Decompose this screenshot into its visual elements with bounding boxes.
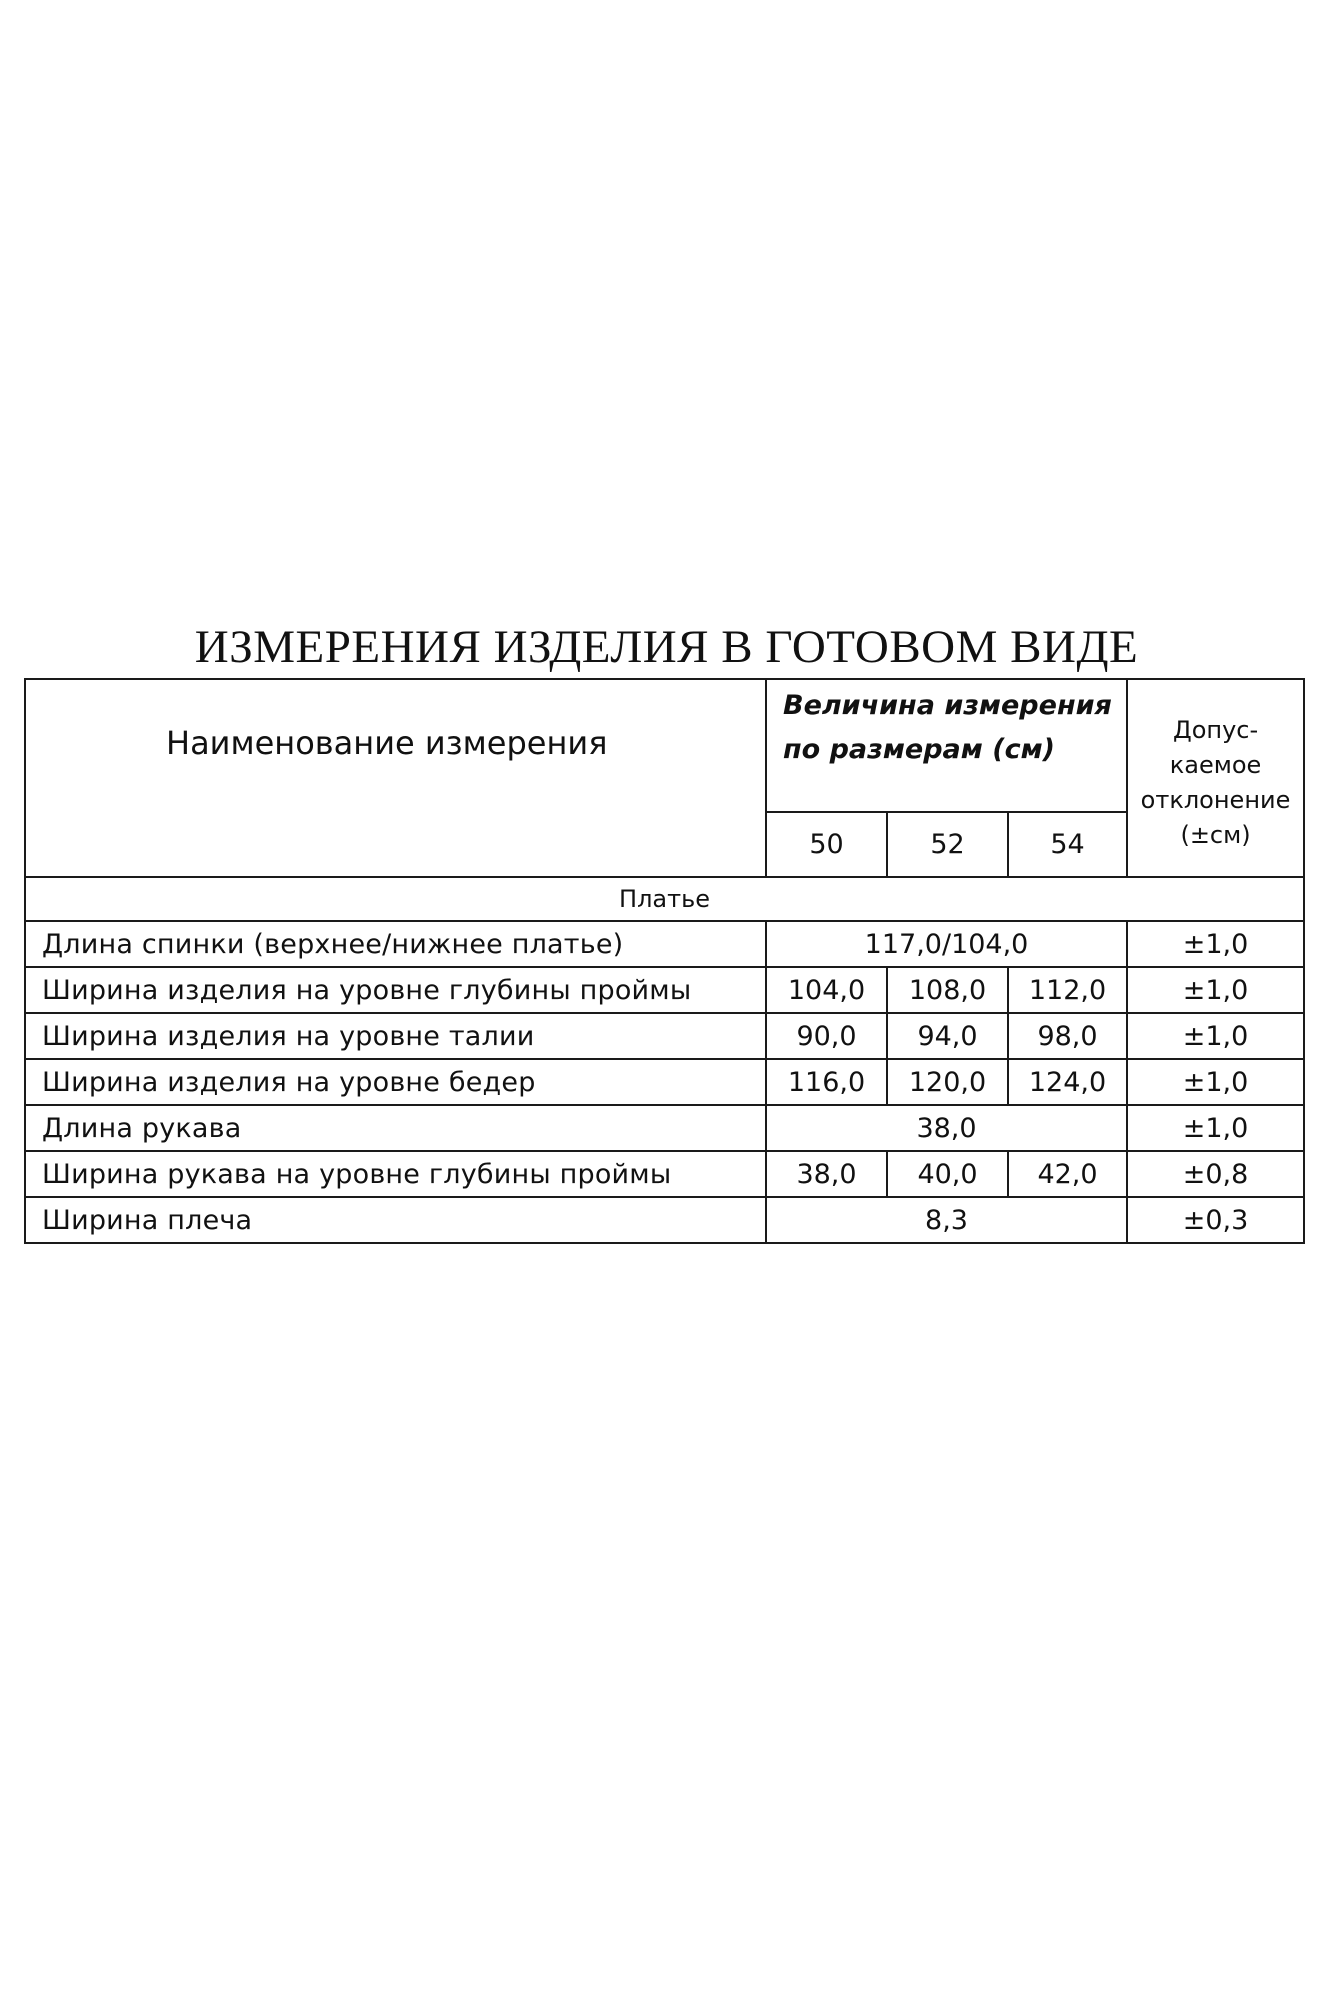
measurement-name: Ширина изделия на уровне талии bbox=[25, 1013, 766, 1059]
column-header-value bbox=[766, 679, 1127, 812]
column-header-tolerance bbox=[1127, 679, 1304, 877]
measurement-tolerance: ±1,0 bbox=[1127, 921, 1304, 967]
measurement-tolerance: ±1,0 bbox=[1127, 1013, 1304, 1059]
table-header-row bbox=[25, 679, 1304, 812]
column-header-name: Наименование измерения bbox=[25, 679, 766, 877]
table-row bbox=[25, 1105, 1304, 1151]
measurement-value-merged: 117,0/104,0 bbox=[766, 921, 1127, 967]
measurements-table bbox=[24, 678, 1305, 1244]
measurement-name: Ширина рукава на уровне глубины проймы bbox=[25, 1151, 766, 1197]
measurement-value-50: 116,0 bbox=[766, 1059, 887, 1105]
measurement-value-50: 104,0 bbox=[766, 967, 887, 1013]
measurement-value-54: 112,0 bbox=[1008, 967, 1127, 1013]
size-header-50: 50 bbox=[766, 812, 887, 877]
measurement-value-54: 98,0 bbox=[1008, 1013, 1127, 1059]
measurement-value-54: 124,0 bbox=[1008, 1059, 1127, 1105]
measurement-value-52: 40,0 bbox=[887, 1151, 1008, 1197]
measurement-name: Ширина изделия на уровне бедер bbox=[25, 1059, 766, 1105]
section-label: Платье bbox=[25, 877, 1304, 921]
measurement-value-merged: 38,0 bbox=[766, 1105, 1127, 1151]
tolerance-line1: Допус- bbox=[1172, 716, 1259, 744]
table-row bbox=[25, 1151, 1304, 1197]
table-row bbox=[25, 1013, 1304, 1059]
measurement-name: Длина спинки (верхнее/нижнее платье) bbox=[25, 921, 766, 967]
measurement-name: Ширина плеча bbox=[25, 1197, 766, 1243]
measurement-value-54: 42,0 bbox=[1008, 1151, 1127, 1197]
tolerance-line3: отклонение bbox=[1140, 786, 1291, 814]
table-row bbox=[25, 1059, 1304, 1105]
measurement-value-50: 90,0 bbox=[766, 1013, 887, 1059]
measurement-tolerance: ±1,0 bbox=[1127, 1059, 1304, 1105]
measurement-tolerance: ±1,0 bbox=[1127, 1105, 1304, 1151]
measurement-tolerance: ±0,8 bbox=[1127, 1151, 1304, 1197]
measurement-value-merged: 8,3 bbox=[766, 1197, 1127, 1243]
page-title: ИЗМЕРЕНИЯ ИЗДЕЛИЯ В ГОТОВОМ ВИДЕ bbox=[194, 621, 1139, 673]
tolerance-line4: (±см) bbox=[1180, 821, 1251, 849]
size-header-52: 52 bbox=[887, 812, 1008, 877]
column-header-value-line1: Величина измерения bbox=[783, 690, 1112, 721]
table-row bbox=[25, 1197, 1304, 1243]
measurement-tolerance: ±1,0 bbox=[1127, 967, 1304, 1013]
table-row bbox=[25, 967, 1304, 1013]
section-row bbox=[25, 877, 1304, 921]
measurement-value-52: 120,0 bbox=[887, 1059, 1008, 1105]
tolerance-line2: каемое bbox=[1169, 751, 1262, 779]
measurement-name: Длина рукава bbox=[25, 1105, 766, 1151]
measurement-tolerance: ±0,3 bbox=[1127, 1197, 1304, 1243]
table-row bbox=[25, 921, 1304, 967]
measurement-name: Ширина изделия на уровне глубины проймы bbox=[25, 967, 766, 1013]
measurement-value-52: 94,0 bbox=[887, 1013, 1008, 1059]
size-header-54: 54 bbox=[1008, 812, 1127, 877]
measurement-value-50: 38,0 bbox=[766, 1151, 887, 1197]
measurement-value-52: 108,0 bbox=[887, 967, 1008, 1013]
column-header-value-line2: по размерам (см) bbox=[783, 734, 1055, 765]
